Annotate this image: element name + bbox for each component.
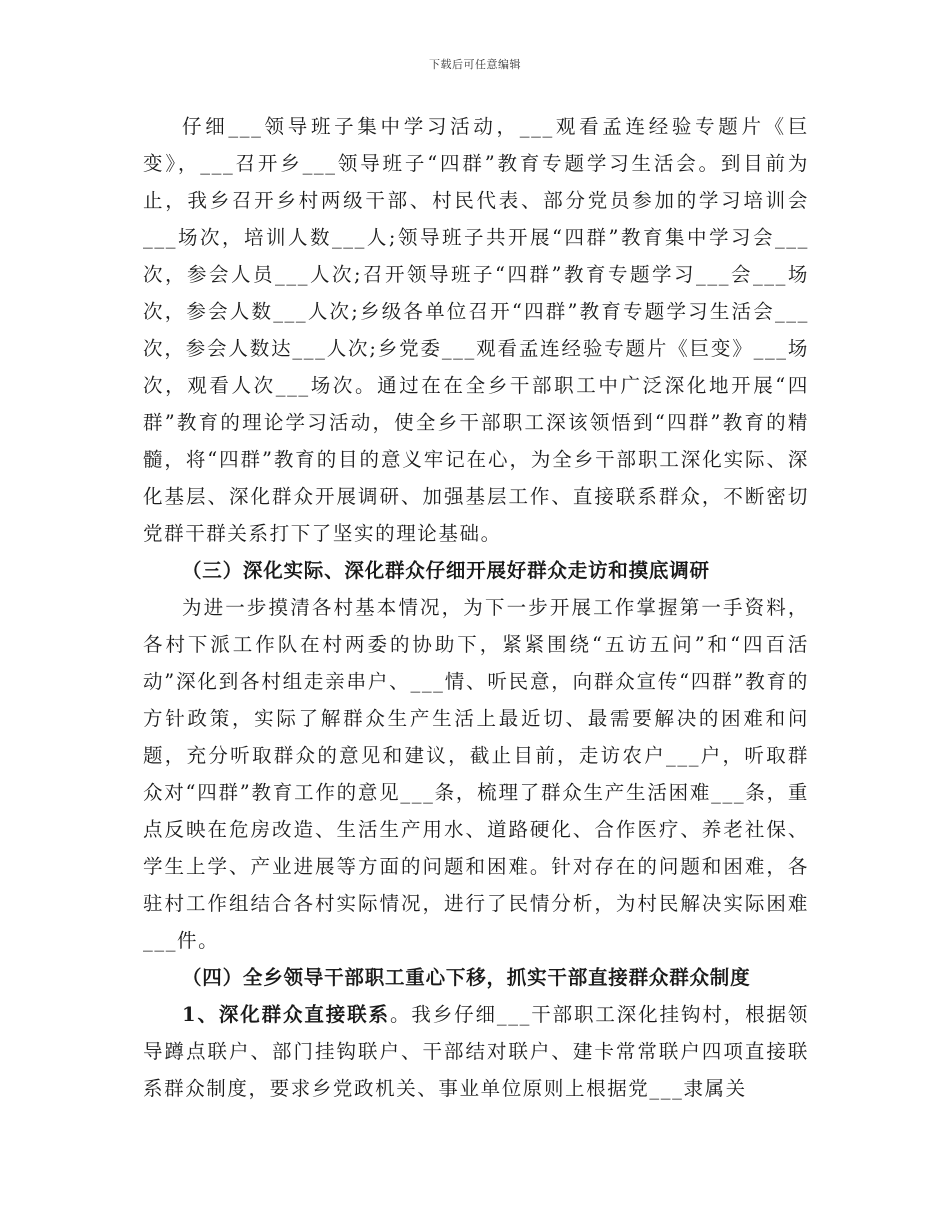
paragraph-direct-contact [143, 996, 809, 1107]
paragraph-lead-label: 1、深化群众直接联系 [182, 1003, 390, 1026]
section-heading-3: （三）深化实际、深化群众仔细开展好群众走访和摸底调研 [182, 559, 710, 582]
section-heading-4: （四）全乡领导干部职工重心下移，抓实干部直接群众群众制度 [182, 966, 751, 989]
document-body [143, 108, 809, 1107]
paragraph-study-activities: 仔细___领导班子集中学习活动，___观看孟连经验专题片《巨变》，___召开乡___领导班子“四群”教育专题学习生活会。到目前为止，我乡召开乡村两级干部、村民代表、部分党员参加的学习培训会___场次，培训人数___人;领导班子共开展“四群”教育集中学习会___次，参会人员___人次;召开领导班子“四群”教育专题学习___会___场次，参会人数___人次;乡级各单位召开“四群”教育专题学习生活会___次，参会人数达___人次;乡党委___观看孟连经验专题片《巨变》___场次，观看人次___场次。通过在在全乡干部职工中广泛深化地开展“四群”教育的理论学习活动，使全乡干部职工深该领悟到“四群”教育的精髓，将“四群”教育的目的意义牢记在心，为全乡干部职工深化实际、深化基层、深化群众开展调研、加强基层工作、直接联系群众，不断密切党群干群关系打下了坚实的理论基础。 [143, 115, 809, 545]
paragraph-direct-contact-text: 。我乡仔细___干部职工深化挂钩村，根据领导蹲点联户、部门挂钩联户、干部结对联户、建卡常常联户四项直接联系群众制度，要求乡党政机关、事业单位原则上根据党___隶属关 [143, 1003, 809, 1100]
paragraph-household-visits: 为进一步摸清各村基本情况，为下一步开展工作掌握第一手资料，各村下派工作队在村两委的协助下，紧紧围绕“五访五问”和“四百活动”深化到各村组走亲串户、___情、听民意，向群众宣传“四群”教育的方针政策，实际了解群众生产生活上最近切、最需要解决的困难和问题，充分听取群众的意见和建议，截止目前，走访农户___户，听取群众对“四群”教育工作的意见___条，梳理了群众生产生活困难___条，重点反映在危房改造、生活生产用水、道路硬化、合作医疗、养老社保、学生上学、产业进展等方面的问题和困难。针对存在的问题和困难，各驻村工作组结合各村实际情况，进行了民情分析，为村民解决实际困难___件。 [143, 596, 809, 952]
running-header: 下载后可任意编辑 [429, 58, 521, 71]
